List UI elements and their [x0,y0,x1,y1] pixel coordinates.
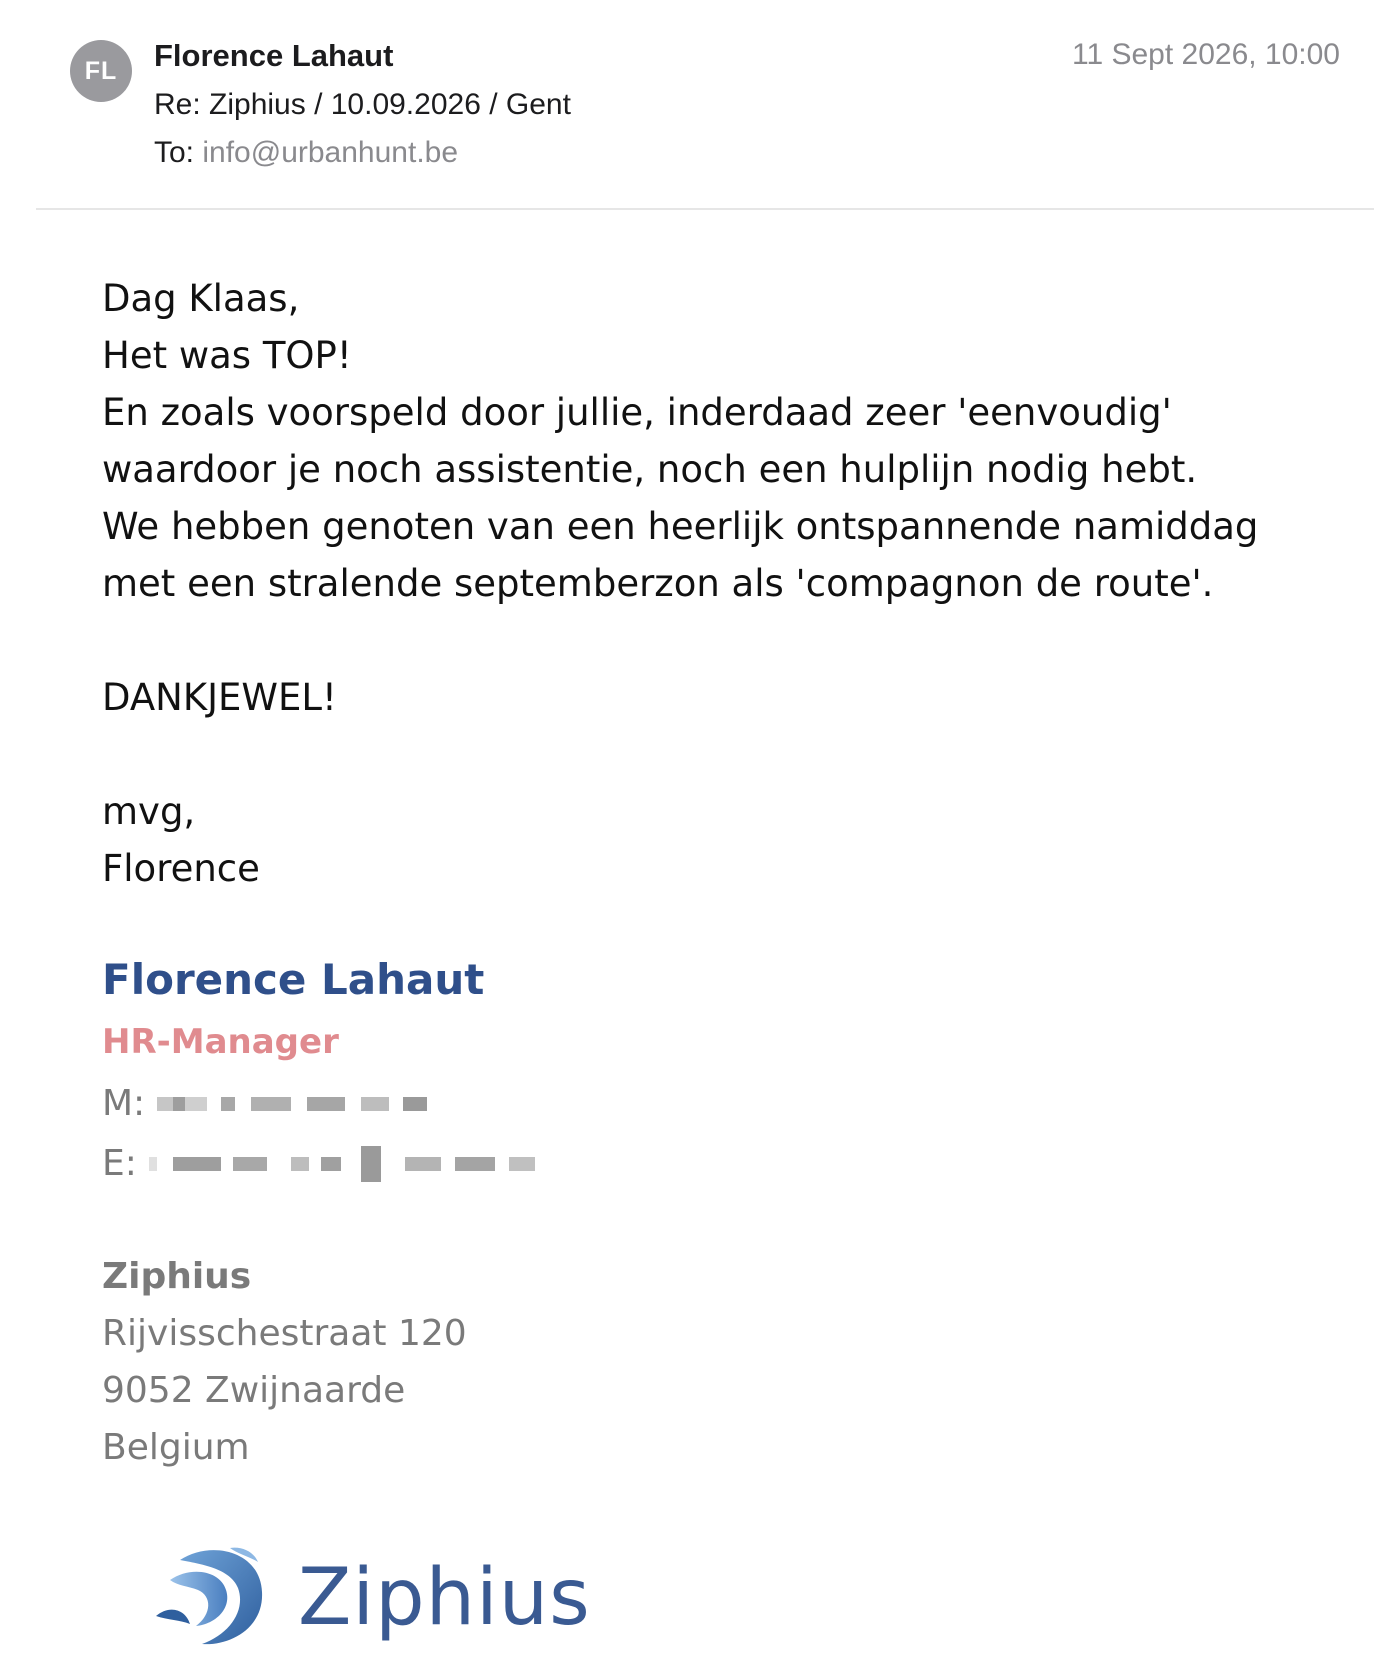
body-signoff: Florence [102,847,260,890]
signature-name: Florence Lahaut [102,955,485,1004]
email-subject: Re: Ziphius / 10.09.2026 / Gent [154,88,571,121]
ziphius-logo [150,1540,591,1655]
email-label: E: [102,1143,137,1184]
redacted-email [149,1144,535,1184]
sender-name[interactable]: Florence Lahaut [154,38,394,73]
signature-role: HR-Manager [102,1022,339,1062]
recipient-line [154,136,458,170]
sender-avatar[interactable]: FL [70,40,132,102]
signature-mobile [102,1083,427,1124]
redacted-phone [157,1084,427,1124]
body-closing: mvg, [102,790,196,833]
company-address [102,1248,467,1476]
company-name: Ziphius [102,1256,252,1297]
to-label: To: [154,136,195,169]
body-line: Het was TOP! [102,334,352,377]
body-line: met een stralende septemberzon als 'compagnon de route'. [102,562,1214,605]
body-thanks: DANKJEWEL! [102,676,337,719]
ziphius-logo-icon [150,1540,270,1655]
email-date: 11 Sept 2026, 10:00 [1071,38,1340,71]
company-city: 9052 Zwijnaarde [102,1370,406,1411]
body-line: En zoals voorspeld door jullie, inderdaad zeer 'eenvoudig' [102,391,1172,434]
body-line: Dag Klaas, [102,277,300,320]
ziphius-logo-text: Ziphius [298,1552,591,1643]
company-street: Rijvisschestraat 120 [102,1313,467,1354]
mobile-label: M: [102,1083,146,1124]
company-country: Belgium [102,1427,250,1468]
email-body [102,270,1362,897]
recipient-address[interactable]: info@urbanhunt.be [202,136,459,169]
signature-email [102,1143,535,1184]
body-line: We hebben genoten van een heerlijk ontspannende namiddag [102,505,1259,548]
email-header [0,0,1398,210]
body-line: waardoor je noch assistentie, noch een hulplijn nodig hebt. [102,448,1198,491]
header-divider [36,208,1374,210]
